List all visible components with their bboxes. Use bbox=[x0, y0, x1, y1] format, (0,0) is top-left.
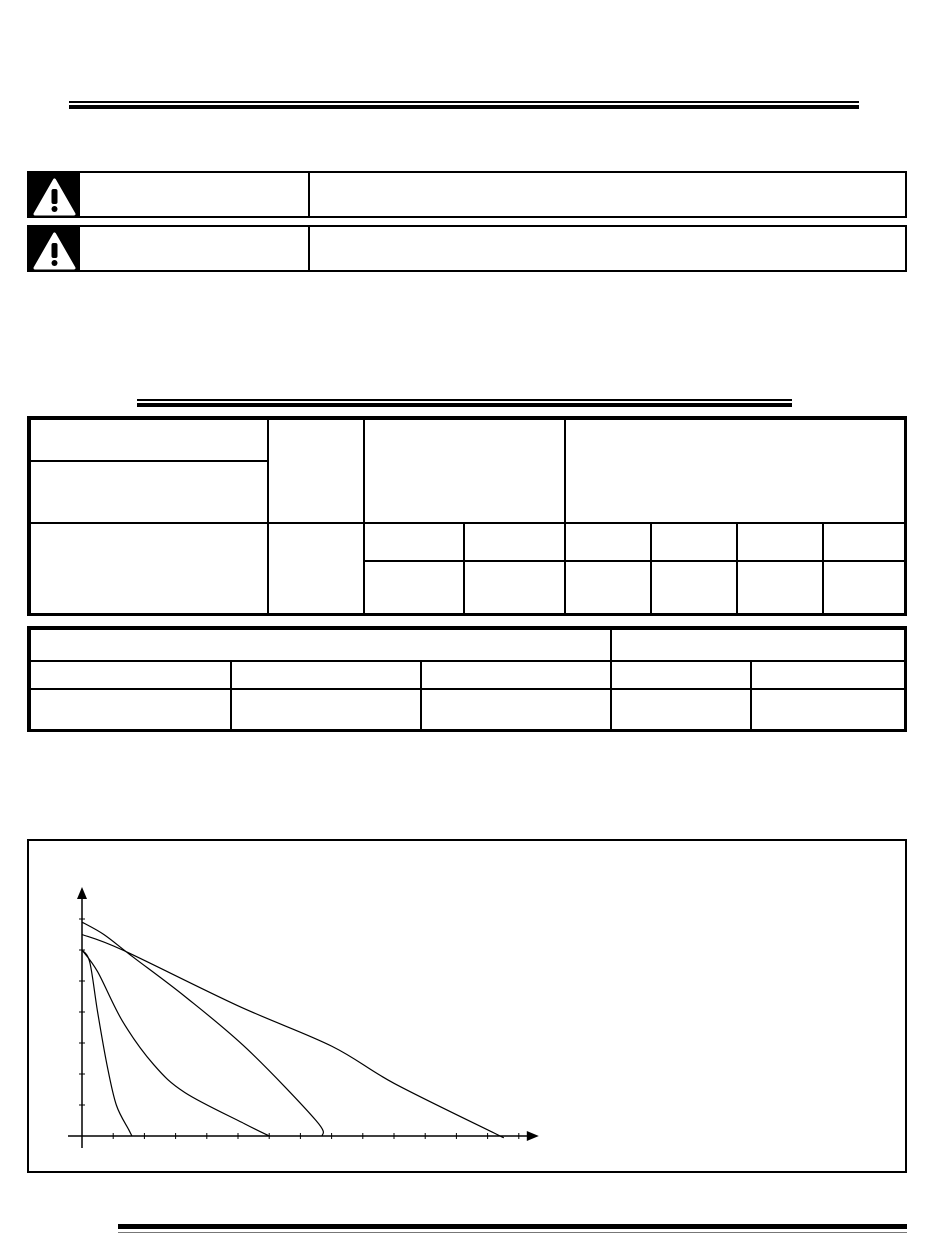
spec-cell bbox=[737, 523, 823, 561]
title-rule-bottom bbox=[69, 105, 859, 109]
warning-row-1 bbox=[27, 171, 907, 218]
spec-cell bbox=[364, 419, 565, 523]
size-cell bbox=[611, 661, 751, 689]
spec-cell bbox=[823, 523, 906, 561]
footer-rule-thick bbox=[118, 1224, 907, 1229]
spec-cell bbox=[364, 523, 464, 561]
spec-cell bbox=[464, 561, 565, 615]
size-table bbox=[29, 628, 907, 732]
chart-ticks bbox=[79, 919, 519, 1139]
spec-cell bbox=[651, 523, 737, 561]
spec-cell bbox=[30, 523, 268, 615]
title-rule-top bbox=[69, 101, 859, 103]
spec-cell bbox=[565, 523, 651, 561]
chart-series-line-1 bbox=[82, 950, 132, 1136]
size-cell bbox=[611, 629, 906, 661]
spec-cell bbox=[364, 561, 464, 615]
x-axis-arrow-icon bbox=[527, 1131, 539, 1141]
warning-triangle-icon bbox=[29, 173, 80, 216]
size-cell bbox=[751, 689, 906, 731]
warning-text-1 bbox=[312, 173, 905, 216]
spec-table bbox=[29, 418, 907, 616]
warning-triangle-icon bbox=[29, 227, 80, 270]
y-axis-arrow-icon bbox=[77, 887, 87, 899]
chart-curves bbox=[82, 922, 503, 1138]
performance-chart bbox=[29, 841, 905, 1171]
spec-cell bbox=[565, 419, 906, 523]
spec-cell bbox=[823, 561, 906, 615]
spec-cell bbox=[464, 523, 565, 561]
section-rule-bottom bbox=[137, 403, 792, 407]
spec-cell bbox=[268, 419, 364, 523]
size-cell bbox=[231, 689, 421, 731]
warning-label-2 bbox=[80, 227, 310, 270]
warning-row-2 bbox=[27, 225, 907, 272]
size-cell bbox=[30, 629, 611, 661]
size-cell bbox=[421, 689, 611, 731]
size-cell bbox=[751, 661, 906, 689]
spec-cell bbox=[565, 561, 651, 615]
warning-label-1 bbox=[80, 173, 310, 216]
warning-text-2 bbox=[312, 227, 905, 270]
size-cell bbox=[611, 689, 751, 731]
spec-cell bbox=[30, 461, 268, 523]
chart-series-line-4 bbox=[82, 935, 503, 1138]
performance-chart-frame bbox=[27, 839, 907, 1173]
chart-series-line-3 bbox=[82, 922, 323, 1136]
chart-axes bbox=[68, 887, 539, 1148]
size-cell bbox=[231, 661, 421, 689]
section-rule-top bbox=[137, 399, 792, 401]
spec-cell bbox=[30, 419, 268, 461]
footer-rule-thin bbox=[118, 1232, 907, 1233]
spec-cell bbox=[737, 561, 823, 615]
size-cell bbox=[421, 661, 611, 689]
size-cell bbox=[30, 689, 231, 731]
spec-cell bbox=[268, 523, 364, 615]
size-cell bbox=[30, 661, 231, 689]
spec-cell bbox=[651, 561, 737, 615]
